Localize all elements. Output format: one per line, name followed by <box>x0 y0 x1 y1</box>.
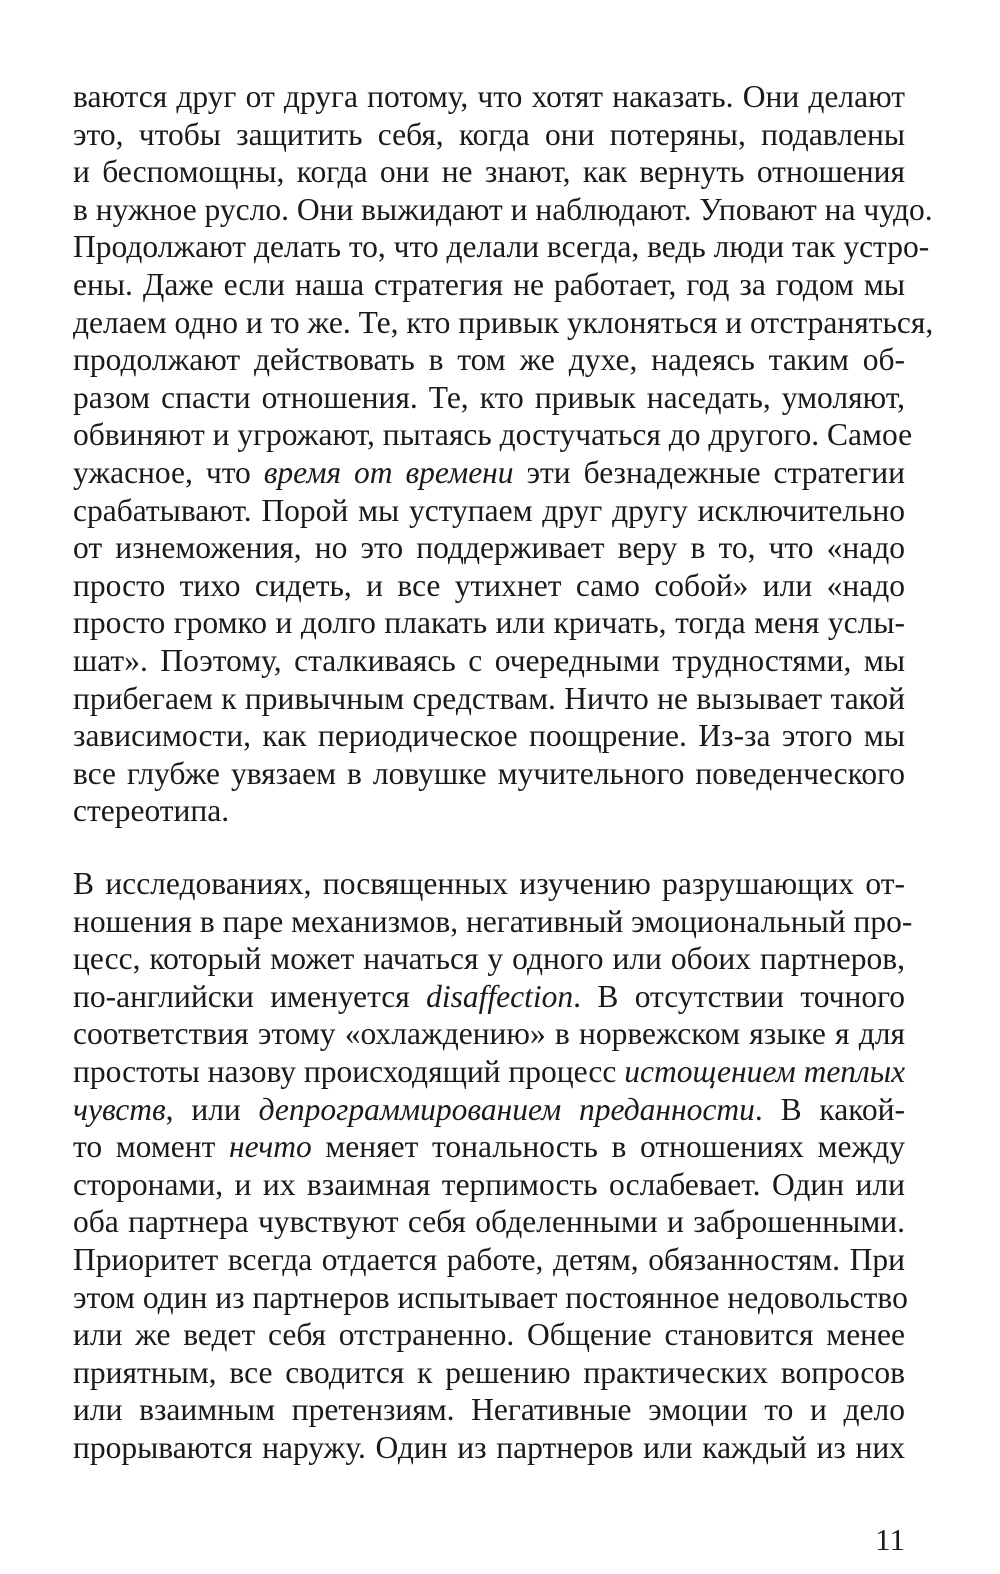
text-line <box>73 903 913 941</box>
text-segment: ены. Даже если наша стратегия не работает, год за годом мы <box>73 266 905 302</box>
text-segment: эти безнадежные стратегии <box>513 454 905 490</box>
text-line <box>73 1015 905 1053</box>
text-segment: продолжают действовать в том же духе, надеясь таким об- <box>73 342 905 378</box>
text-line <box>73 1279 908 1317</box>
text-segment: прорываются наружу. Один из партнеров или каждый из них <box>73 1429 905 1465</box>
text-segment: . В отсутствии точного <box>573 978 905 1014</box>
text-line <box>73 865 905 903</box>
text-line <box>73 341 905 379</box>
text-segment: Приоритет всегда отдается работе, детям, обязанностям. При <box>73 1241 905 1277</box>
text-segment: прибегаем к привычным средствам. Ничто не вызывает такой <box>73 680 905 716</box>
text-segment: ношения в паре механизмов, негативный эмоциональный про- <box>73 903 913 939</box>
text-segment: и беспомощны, когда они не знают, как вернуть отношения <box>73 154 905 190</box>
text-line <box>73 153 905 191</box>
text-segment: срабатывают. Порой мы уступаем друг другу исключительно <box>73 492 905 528</box>
text-line <box>73 416 913 454</box>
text-line <box>73 78 905 116</box>
text-segment: по-английски именуется <box>73 978 427 1014</box>
text-line <box>73 978 905 1016</box>
text-segment: это, чтобы защитить себя, когда они потеряны, подавлены <box>73 116 905 152</box>
text-line <box>73 228 930 266</box>
text-line <box>73 642 905 680</box>
text-line <box>73 1241 905 1279</box>
text-line <box>73 717 905 755</box>
text-line <box>73 454 905 492</box>
paragraph-1 <box>73 78 934 830</box>
text-line <box>73 1091 905 1129</box>
text-segment: или же ведет себя отстраненно. Общение становится менее <box>73 1317 905 1353</box>
italic-text: disaffection <box>426 978 574 1014</box>
text-line <box>73 567 905 605</box>
italic-text: нечто <box>229 1129 312 1165</box>
text-line <box>73 1429 905 1467</box>
text-line <box>73 604 905 642</box>
text-line <box>73 1166 905 1204</box>
text-line <box>73 266 905 304</box>
italic-text: чувств <box>73 1091 166 1127</box>
text-line <box>73 680 905 718</box>
text-line <box>73 492 905 530</box>
italic-text: время от времени <box>263 454 514 490</box>
text-segment: просто тихо сидеть, и все утихнет само собой» или «надо <box>73 567 905 603</box>
text-line <box>73 1354 905 1392</box>
text-segment: цесс, который может начаться у одного или обоих партнеров, <box>73 941 905 977</box>
text-segment: просто громко и долго плакать или кричать, тогда меня услы- <box>73 605 905 641</box>
text-segment: делаем одно и то же. Те, кто привык уклоняться и отстраняться, <box>73 304 934 340</box>
italic-text: истощением теплых <box>624 1053 906 1089</box>
text-line <box>73 940 905 978</box>
text-segment: все глубже увязаем в ловушке мучительного поведенческого <box>73 755 905 791</box>
text-line <box>73 1128 905 1166</box>
text-segment: простоты назову происходящий процесс <box>73 1053 625 1089</box>
text-segment: ваются друг от друга потому, что хотят наказать. Они делают <box>73 79 905 114</box>
text-line <box>73 1391 905 1429</box>
text-line <box>73 1053 905 1091</box>
text-line <box>73 304 934 342</box>
text-line <box>73 191 933 229</box>
italic-text: депрограммированием преданности <box>258 1091 755 1127</box>
text-segment: В исследованиях, посвященных изучению разрушающих от- <box>73 866 905 901</box>
text-line <box>73 792 905 830</box>
text-segment: этом один из партнеров испытывает постоянное недовольство <box>73 1279 908 1315</box>
text-segment: то момент <box>73 1129 230 1165</box>
text-segment: меняет тональность в отношениях между <box>311 1129 905 1165</box>
text-segment: ужасное, что <box>73 454 264 490</box>
text-segment: приятным, все сводится к решению практических вопросов <box>73 1354 905 1390</box>
text-segment: разом спасти отношения. Те, кто привык наседать, умоляют, <box>73 379 905 415</box>
text-segment: . В какой- <box>754 1091 906 1127</box>
text-line <box>73 755 905 793</box>
text-segment: Продолжают делать то, что делали всегда, ведь люди так устро- <box>73 229 930 265</box>
text-segment: стереотипа. <box>73 793 230 829</box>
page-number: 11 <box>875 1522 905 1557</box>
paragraph-2 <box>73 865 913 1467</box>
text-segment: сторонами, и их взаимная терпимость ослабевает. Один или <box>73 1166 905 1202</box>
text-segment: шат». Поэтому, сталкиваясь с очередными трудностями, мы <box>73 642 905 678</box>
text-line <box>73 529 905 567</box>
text-segment: , или <box>165 1091 259 1127</box>
text-line <box>73 116 905 154</box>
text-segment: от изнеможения, но это поддерживает веру в то, что «надо <box>73 530 905 566</box>
text-segment: соответствия этому «охлаждению» в норвежском языке я для <box>73 1016 905 1052</box>
text-line <box>73 1316 905 1354</box>
text-segment: или взаимным претензиям. Негативные эмоции то и дело <box>73 1392 905 1428</box>
text-segment: оба партнера чувствуют себя обделенными и заброшенными. <box>73 1204 905 1240</box>
text-segment: в нужное русло. Они выжидают и наблюдают. Уповают на чудо. <box>73 191 933 227</box>
text-line <box>73 379 905 417</box>
text-segment: обвиняют и угрожают, пытаясь достучаться до другого. Самое <box>73 417 913 453</box>
text-line <box>73 1203 905 1241</box>
text-segment: зависимости, как периодическое поощрение. Из-за этого мы <box>73 718 905 754</box>
